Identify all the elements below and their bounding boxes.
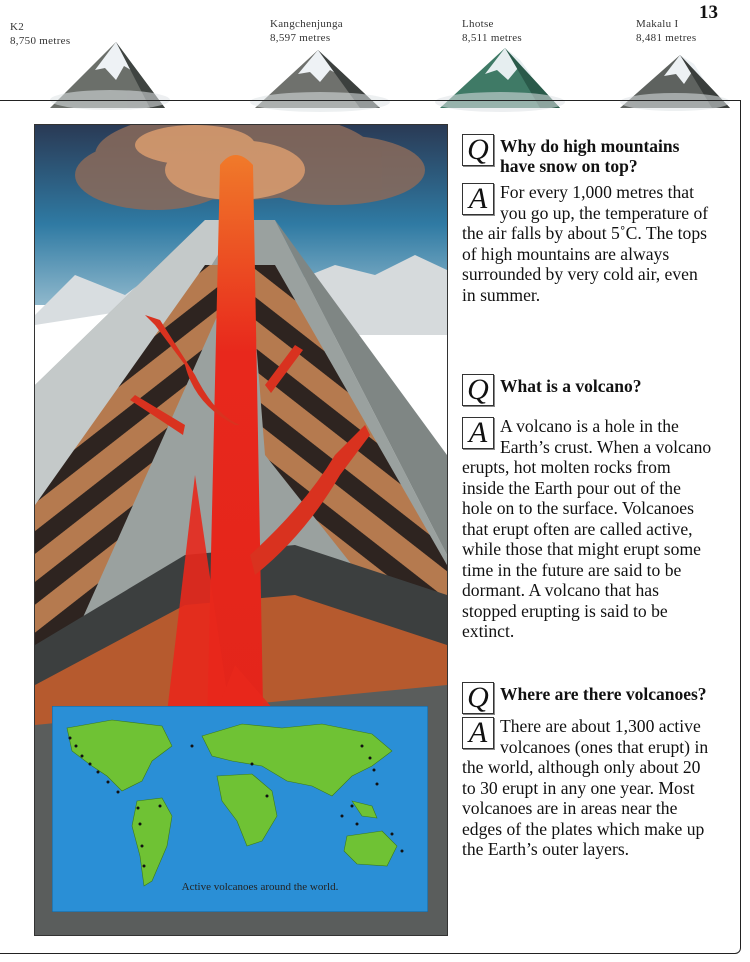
mountain-name: K2	[10, 21, 25, 33]
qa-block-snow	[462, 134, 712, 305]
mountain-height: 8,597 metres	[270, 32, 331, 44]
answer-text: A volcano is a hole in the Earth’s crust. When a volcano erupts, hot molten rocks from inside the Earth pour out of the hole on to the surface. Volcanoes that erupt often are called active, while those that might erupt some time in the future are said to be dormant. A volcano that has stopped erupting is said to be extinct.	[462, 416, 712, 641]
answer-text: There are about 1,300 active volcanoes (ones that erupt) in the world, although only about 20 to 30 erupt in any one year. Most volcanoes are in areas near the edges of the plates which make up the Earth’s outer layers.	[462, 716, 709, 859]
mountain-height: 8,511 metres	[462, 32, 523, 44]
question-text: What is a volcano?	[500, 376, 642, 396]
answer-letter: A	[462, 183, 494, 215]
mountain-name: Makalu I	[636, 18, 679, 30]
qa-block-volcano	[462, 374, 712, 642]
mountain-name: Kangchenjunga	[270, 18, 343, 30]
question-letter: Q	[462, 374, 494, 406]
mountain-name: Lhotse	[462, 18, 494, 30]
mountain-height: 8,750 metres	[10, 35, 71, 47]
answer-letter: A	[462, 717, 494, 749]
answer-text: For every 1,000 metres that you go up, the temperature of the air falls by about 5˚C. The tops of high mountains are always surrounded by very cold air, even in summer.	[462, 182, 709, 305]
answer-letter: A	[462, 417, 494, 449]
qa-block-where	[462, 682, 712, 860]
question-text: Where are there volcanoes?	[500, 684, 707, 704]
page-number: 13	[699, 2, 718, 23]
map-caption: Active volcanoes around the world.	[181, 881, 339, 893]
mountain-height: 8,481 metres	[636, 32, 697, 44]
question-letter: Q	[462, 682, 494, 714]
question-text: Why do high mountains have snow on top?	[500, 136, 680, 176]
question-letter: Q	[462, 134, 494, 166]
